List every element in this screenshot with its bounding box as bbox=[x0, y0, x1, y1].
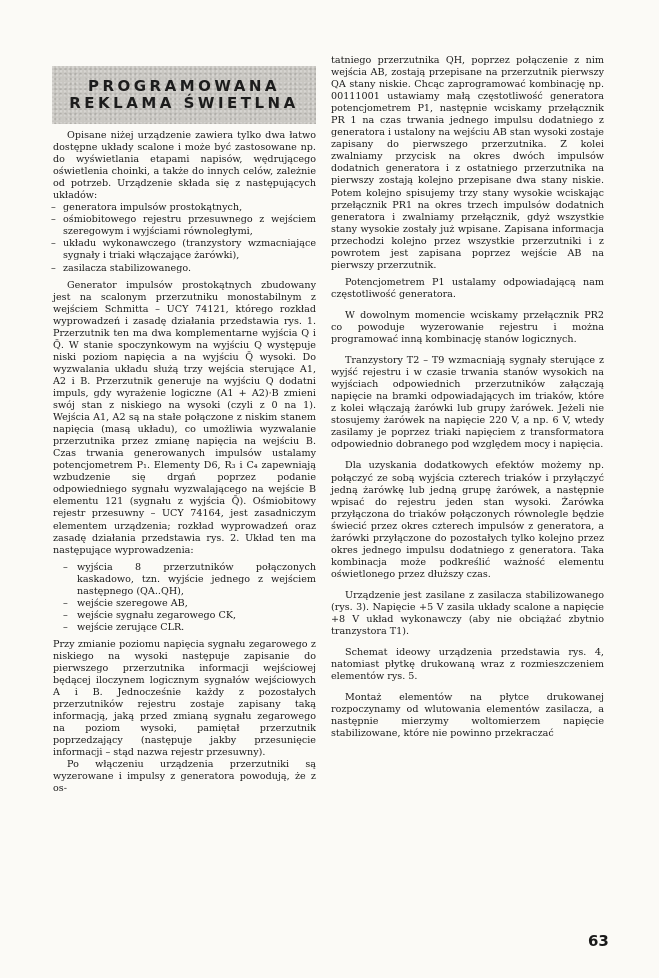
left-column bbox=[53, 130, 316, 796]
potentiometer-paragraph: Potencjometrem P1 ustalamy odpowiadającą nam częstotliwość generatora. bbox=[331, 276, 604, 300]
assembly-paragraph: Montaż elementów na płytce drukowanej rozpoczynamy od wlutowania elementów zasilacza, a następnie mierzymy woltomierzem napięcie stabilizowane, które nie powinno przekraczać bbox=[331, 692, 604, 740]
pin-item: – wejście sygnału zegarowego CK, bbox=[53, 610, 316, 622]
power-on-paragraph: Po włączeniu urządzenia przerzutniki są wyzerowane i impulsy z generatora powodują, że z os- bbox=[53, 759, 316, 795]
article-title-box bbox=[52, 66, 316, 124]
article-title-line-2: REKLAMA ŚWIETLNA bbox=[69, 94, 299, 112]
pin-item: – wyjścia 8 przerzutników połączonych kaskadowo, tzn. wyjście jednego z wejściem następnego (QA..QH), bbox=[53, 562, 316, 598]
power-supply-paragraph: Urządzenie jest zasilane z zasilacza stabilizowanego (rys. 3). Napięcie +5 V zasila układy scalone a napięcie +8 V układ wykonawczy (aby nie obciążać zbytnio tranzystora T1). bbox=[331, 589, 604, 638]
shift-register-paragraph: tatniego przerzutnika QH, poprzez połączenie z nim wejścia AB, zostają przepisane na przerzutnik pierwszy QA stany niskie. Chcąc zaprogramować kombinację np. 00111001 ustawiamy małą częstotliwość generatora potencjometrem P1, następnie wciskamy przełącznik PR 1 na czas trwania jednego impulsu dodatniego z generatora i ustalony na wejściu AB stan wysoki zostaje zapisany do pierwszego przerzutnika. Z kolei zwalniamy przycisk na okres dwóch impulsów dodatnich generatora i z ostatniego przerzutnika na pierwszy zostają kolejno przepisane dwa stany niskie. Potem kolejno spisujemy trzy stany wysokie wciskając przełącznik PR1 na okres trzech impulsów dodatnich generatora i zwalniamy przełącznik, gdyż wszystkie stany wysokie zostały już wpisane. Zapisana informacja przechodzi kolejno przez wszystkie przerzutniki i z powrotem jest zapisana poprzez wejście AB na pierwszy przerzutnik. bbox=[331, 55, 604, 271]
generator-paragraph: Generator impulsów prostokątnych zbudowany jest na scalonym przerzutniku monostabilnym z wejściem Schmitta – UCY 74121, którego rozkład wyprowadzeń i zasadę działania przedstawia rys. 1. Przerzutnik ten ma dwa komplementarne wyjścia Q i Q̄. W stanie spoczynkowym na wyjściu Q występuje niski poziom napięcia a na wyjściu Q̄ wysoki. Do wyzwalania układu służą trzy wejścia sterujące A1, A2 i B. Przerzutnik generuje na wyjściu Q dodatni impuls, gdy wyrażenie logiczne (A1 + A2)·B zmieni swój stan z niskiego na wysoki (czyli z 0 na 1). Wejścia A1, A2 są na stałe połączone z niskim stanem napięcia (masą układu), co umożliwia wyzwalanie przerzutnika przez zmianę napięcia na wejściu B. Czas trwania generowanych impulsów ustalamy potencjometrem P₁. Elementy D6, R₃ i C₄ zapewniają wzbudzenie się drgań poprzez podanie odpowiedniego sygnału wyzwalającego na wejście B elementu 121 (sygnału z wyjścia Q̄). Ośmiobitowy rejestr przesuwny – UCY 74164, jest zasadniczym elementem urządzenia; rozkład wyprowadzeń oraz zasadę działania przedstawia rys. 2. Układ ten ma następujące wyprowadzenia: bbox=[53, 279, 316, 556]
right-column bbox=[331, 55, 604, 740]
effects-paragraph: Dla uzyskania dodatkowych efektów możemy np. połączyć ze sobą wyjścia czterech triaków i przyłączyć jedną żarówkę lub jedną grupę żarówek, a następnie wpisać do rejestru jeden stan wysoki. Żarówka przyłączona do triaków połączonych równolegle będzie świecić przez okres czterech impulsów z generatora, a żarówki przyłączone do pozostałych tylko kolejno przez okres jednego impulsu dodatniego z generatora. Taka kombinacja może podkreślić ważność elementu oświetlonego przez dłuższy czas. bbox=[331, 460, 604, 580]
pin-list bbox=[53, 562, 316, 634]
clock-paragraph: Przy zmianie poziomu napięcia sygnału zegarowego z niskiego na wysoki następuje zapisanie do pierwszego przerzutnika informacji wejściowej będącej iloczynem logicznym sygnałów wejściowych A i B. Jednocześnie każdy z pozostałych przerzutników rejestru zostaje zapisany taką informacją, jaką przed zmianą sygnału zegarowego na poziom wysoki, pamiętał przerzutnik poprzedzający (następuje jakby przesunięcie informacji – stąd nazwa rejestr przesuwny). bbox=[53, 638, 316, 759]
reset-paragraph: W dowolnym momencie wciskamy przełącznik PR2 co powoduje wyzerowanie rejestru i można programować inną kombinację stanów logicznych. bbox=[331, 309, 604, 346]
pin-item: – wejście szeregowe AB, bbox=[53, 598, 316, 610]
component-item: – zasilacza stabilizowanego. bbox=[53, 263, 316, 275]
pin-item: – wejście zerujące CLR. bbox=[53, 622, 316, 634]
article-title-line-1: PROGRAMOWANA bbox=[87, 77, 281, 95]
schematic-paragraph: Schemat ideowy urządzenia przedstawia rys. 4, natomiast płytkę drukowaną wraz z rozmieszczeniem elementów rys. 5. bbox=[331, 647, 604, 683]
component-item: – ośmiobitowego rejestru przesuwnego z wejściem szeregowym i wyjściami równoległymi, bbox=[53, 214, 316, 238]
component-item: – układu wykonawczego (tranzystory wzmacniające sygnały i triaki włączające żarówki), bbox=[53, 238, 316, 262]
page-number: 63 bbox=[588, 932, 609, 950]
component-list bbox=[53, 202, 316, 274]
intro-paragraph: Opisane niżej urządzenie zawiera tylko dwa łatwo dostępne układy scalone i może być zastosowane np. do wyświetlania etapami napisów, wędrującego oświetlenia choinki, a także do innych celów, zależnie od potrzeb. Urządzenie składa się z następujących układów: bbox=[53, 130, 316, 202]
component-item: – generatora impulsów prostokątnych, bbox=[53, 202, 316, 214]
transistors-paragraph: Tranzystory T2 – T9 wzmacniają sygnały sterujące z wyjść rejestru i w czasie trwania stanów wysokich na wyjściach odpowiednich przerzutników załączają napięcie na bramki odpowiadających im triaków, które z kolei włączają żarówki lub grupy żarówek. Jeżeli nie stosujemy żarówek na napięcie 220 V, a np. 6 V, wtedy zasilamy je poprzez triaki napięciem z transformatora odpowiednio dobranego pod względem mocy i napięcia. bbox=[331, 355, 604, 451]
